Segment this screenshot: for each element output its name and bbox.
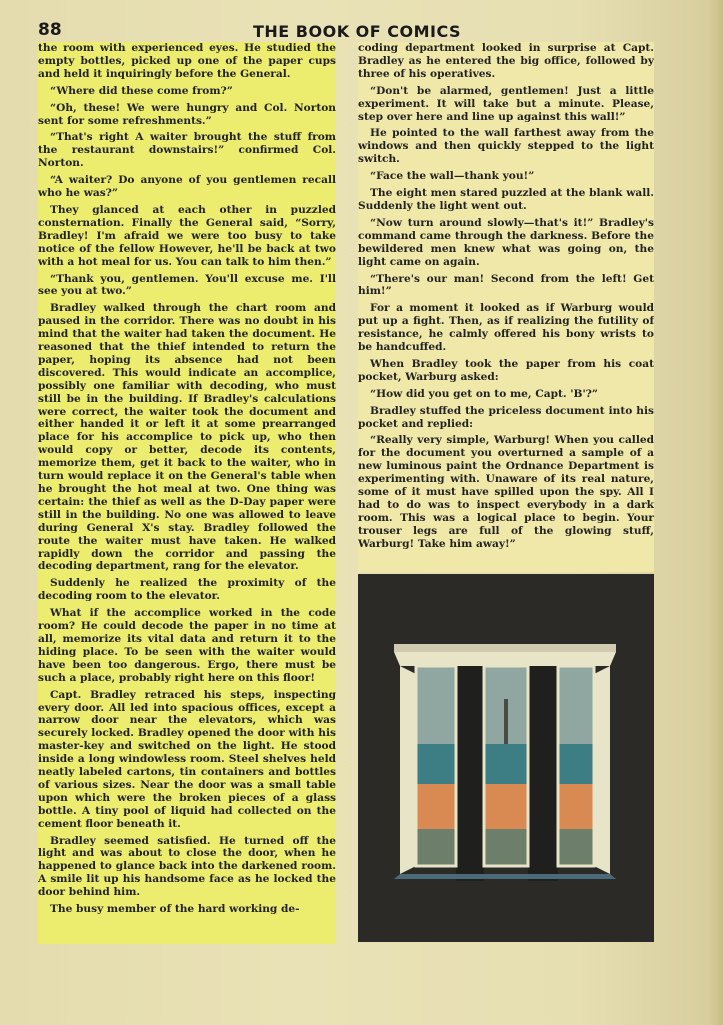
paragraph: “How did you get on to me, Capt. 'B'?” bbox=[370, 387, 598, 400]
paragraph: “Now turn around slowly—that's it!” Bradley's command came through the darkness. Before the bewildered men knew what was going on, the light came on again. bbox=[358, 216, 654, 268]
paragraph: “Really very simple, Warburg! When you called for the document you overturned a sample of a new luminous paint the Ordnance Department is experimenting with. Unaware of its real nature, some of it must have spilled upon the spy. All I had to do was to inspect everybody in a dark room. This was a logical place to begin. Your trouser legs are full of the glowing stuff, Warburg! Take him away!” bbox=[358, 434, 654, 550]
window-right bbox=[558, 666, 610, 874]
paragraph: Bradley walked through the chart room and paused in the corridor. There was no doubt in his mind that the waiter had taken the document. He reasoned that the thief intended to return the paper, hoping its absence had not been discovered. This would indicate an accomplice, possibly one familiar with decoding, who must still be in the building. If Bradley's calculations were correct, the waiter took the document and either handed it or left it at some prearranged place for his accomplice to pick up, who then would copy or better, decode its contents, memorize them, get it back to the waiter, who in turn would replace it on the General's table when he brought the hot meal at two. One thing was certain: the thief as well as the D-Day paper were still in the building. No one was allowed to leave during General X's stay. Bradley followed the route the waiter must have taken. He walked rapidly down the corridor and passing the decoding department, rang for the elevator. bbox=[38, 302, 336, 573]
running-header-title: THE BOOK OF COMICS bbox=[253, 22, 462, 41]
paragraph: The eight men stared puzzled at the blank wall. Suddenly the light went out. bbox=[358, 187, 654, 212]
page-edge bbox=[709, 0, 723, 1025]
paragraph: The busy member of the hard working de- bbox=[50, 903, 300, 916]
paragraph: Capt. Bradley retraced his steps, inspecting every door. All led into spacious offices, except a narrow door near the elevators, which was securely locked. Bradley opened the door with his master-key and switched on the light. He stood inside a long windowless room. Steel shelves held neatly labeled cartons, tin containers and bottles of various sizes. Near the door was a small table upon which were the broken pieces of a glass bottle. A tiny pool of liquid had collected on the cement floor beneath it. bbox=[38, 688, 336, 830]
paragraph: coding department looked in surprise at Capt. Bradley as he entered the big office, followed by three of his operatives. bbox=[358, 42, 654, 80]
right-text-column bbox=[358, 42, 654, 572]
paragraph: “Where did these come from?” bbox=[50, 84, 233, 97]
paragraph: Bradley seemed satisfied. He turned off the light and was about to close the door, when he happened to glance back into the darkened room. A smile lit up his handsome face as he locked the door behind him. bbox=[38, 834, 336, 899]
paragraph: When Bradley took the paper from his coat pocket, Warburg asked: bbox=[358, 357, 654, 383]
illustration-panel bbox=[358, 574, 654, 942]
paragraph: For a moment it looked as if Warburg would put up a fight. Then, as if realizing the futility of resistance, he calmly offered his bony wrists to be handcuffed. bbox=[358, 302, 654, 354]
window-left bbox=[400, 666, 456, 874]
paragraph: “There's our man! Second from the left! Get him!” bbox=[358, 272, 654, 298]
left-text-column bbox=[38, 42, 336, 944]
paragraph: Bradley stuffed the priceless document into his pocket and replied: bbox=[358, 404, 654, 430]
paragraph: “That's right A waiter brought the stuff from the restaurant downstairs!” confirmed Col. Norton. bbox=[38, 131, 336, 170]
paragraph: He pointed to the wall farthest away from the windows and then quickly stepped to the light switch. bbox=[358, 127, 654, 166]
paragraph: “Oh, these! We were hungry and Col. Norton sent for some refreshments.” bbox=[38, 101, 336, 127]
page-number: 88 bbox=[38, 20, 62, 40]
paragraph: What if the accomplice worked in the code room? He could decode the paper in no time at all, memorize its vital data and return it to the hiding place. To be seen with the waiter would have been too dangerous. Ergo, there must be such a place, probably right here on this floor! bbox=[38, 607, 336, 684]
paragraph: Suddenly he realized the proximity of the decoding room to the elevator. bbox=[38, 577, 336, 603]
paragraph: “Face the wall—thank you!” bbox=[370, 170, 535, 183]
paragraph: “Thank you, gentlemen. You'll excuse me. I'll see you at two.” bbox=[38, 272, 336, 298]
paragraph: “Don't be alarmed, gentlemen! Just a little experiment. It will take but a minute. Please, step over here and line up against this wall!” bbox=[358, 84, 654, 123]
paragraph: They glanced at each other in puzzled consternation. Finally the General said, “Sorry, Bradley! I'm afraid we were too busy to take notice of the fellow However, he'll be back at two with a hot meal for us. You can talk to him then.” bbox=[38, 203, 336, 268]
window-columns-icon bbox=[358, 574, 654, 942]
paragraph: “A waiter? Do anyone of you gentlemen recall who he was?” bbox=[38, 174, 336, 200]
paragraph: the room with experienced eyes. He studied the empty bottles, picked up one of the paper cups and held it inquiringly before the General. bbox=[38, 42, 336, 80]
window-center bbox=[484, 666, 528, 866]
